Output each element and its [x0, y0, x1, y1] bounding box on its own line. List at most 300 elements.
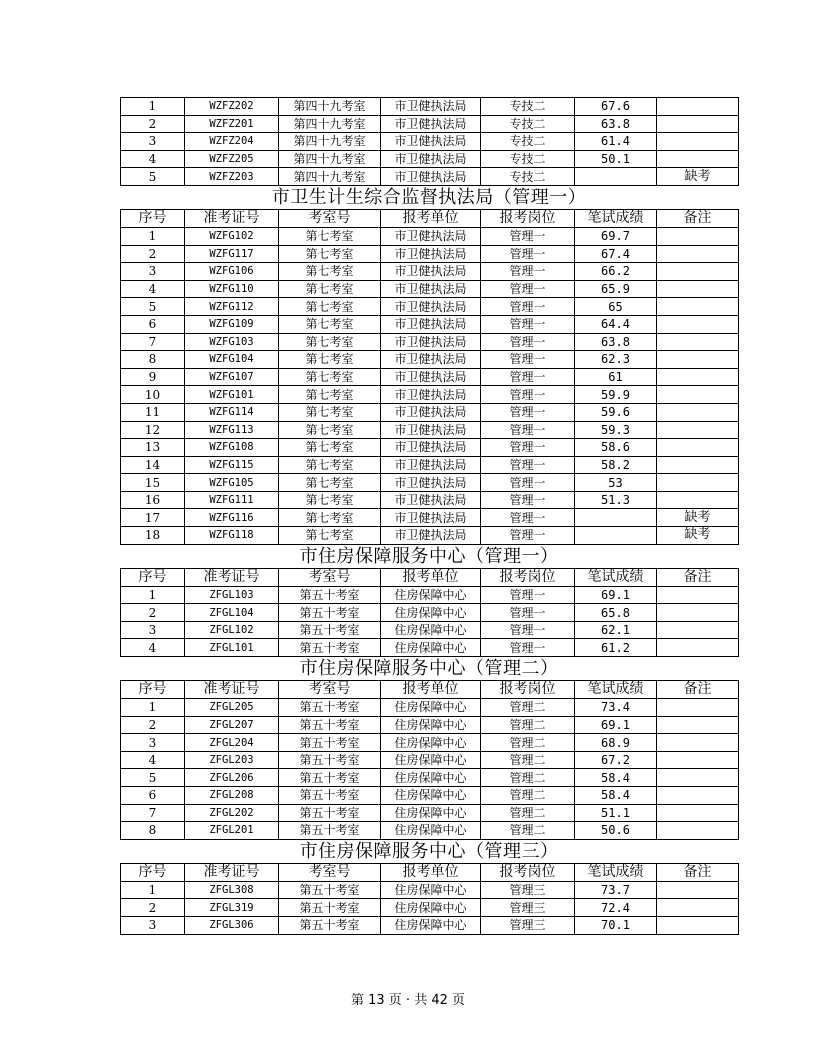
cell-ticket-number: ZFGL202	[185, 804, 279, 822]
cell-exam-room: 第五十考室	[279, 804, 381, 822]
cell-exam-room: 第七考室	[279, 474, 381, 492]
column-header-exam-room: 考室号	[279, 209, 381, 227]
cell-exam-room: 第七考室	[279, 368, 381, 386]
section-title: 市卫生计生综合监督执法局（管理一）	[271, 186, 587, 208]
cell-note	[657, 333, 739, 351]
cell-position: 管理一	[481, 245, 575, 263]
table-header-row	[121, 681, 739, 699]
cell-unit: 住房保障中心	[381, 604, 481, 622]
cell-score: 64.4	[575, 315, 657, 333]
column-header-score: 笔试成绩	[575, 863, 657, 881]
column-header-ticket-number: 准考证号	[185, 863, 279, 881]
cell-unit: 市卫健执法局	[381, 115, 481, 133]
table-row	[121, 403, 739, 421]
cell-ticket-number: ZFGL306	[185, 916, 279, 934]
cell-note	[657, 227, 739, 245]
cell-score: 58.4	[575, 787, 657, 805]
cell-seq: 3	[121, 734, 185, 752]
table-row	[121, 115, 739, 133]
cell-position: 管理二	[481, 787, 575, 805]
cell-seq: 14	[121, 456, 185, 474]
cell-score: 63.8	[575, 115, 657, 133]
table-header-row	[121, 863, 739, 881]
table-row	[121, 333, 739, 351]
cell-seq: 4	[121, 150, 185, 168]
cell-seq: 1	[121, 227, 185, 245]
cell-seq: 16	[121, 491, 185, 509]
cell-exam-room: 第五十考室	[279, 699, 381, 717]
cell-position: 管理二	[481, 751, 575, 769]
cell-score: 59.3	[575, 421, 657, 439]
cell-unit: 市卫健执法局	[381, 403, 481, 421]
cell-ticket-number: WZFG108	[185, 439, 279, 457]
column-header-seq: 序号	[121, 863, 185, 881]
cell-note	[657, 351, 739, 369]
cell-seq: 8	[121, 822, 185, 840]
cell-note	[657, 769, 739, 787]
cell-unit: 住房保障中心	[381, 621, 481, 639]
table-row	[121, 133, 739, 151]
cell-unit: 市卫健执法局	[381, 315, 481, 333]
column-header-unit: 报考单位	[381, 681, 481, 699]
cell-unit: 住房保障中心	[381, 769, 481, 787]
table-row	[121, 439, 739, 457]
column-header-position: 报考岗位	[481, 863, 575, 881]
cell-exam-room: 第七考室	[279, 280, 381, 298]
cell-position: 管理一	[481, 604, 575, 622]
cell-seq: 1	[121, 586, 185, 604]
cell-ticket-number: WZFG114	[185, 403, 279, 421]
cell-unit: 市卫健执法局	[381, 263, 481, 281]
table-row	[121, 368, 739, 386]
cell-unit: 住房保障中心	[381, 751, 481, 769]
cell-score: 72.4	[575, 899, 657, 917]
cell-note: 缺考	[657, 527, 739, 545]
cell-unit: 住房保障中心	[381, 881, 481, 899]
cell-score: 61.2	[575, 639, 657, 657]
cell-seq: 7	[121, 804, 185, 822]
cell-note	[657, 98, 739, 116]
cell-unit: 市卫健执法局	[381, 168, 481, 186]
cell-score: 69.1	[575, 586, 657, 604]
cell-score: 62.1	[575, 621, 657, 639]
cell-seq: 2	[121, 604, 185, 622]
cell-note	[657, 822, 739, 840]
column-header-seq: 序号	[121, 681, 185, 699]
cell-note	[657, 586, 739, 604]
cell-score: 62.3	[575, 351, 657, 369]
table-row	[121, 787, 739, 805]
column-header-note: 备注	[657, 863, 739, 881]
cell-ticket-number: ZFGL101	[185, 639, 279, 657]
cell-seq: 1	[121, 881, 185, 899]
cell-unit: 市卫健执法局	[381, 421, 481, 439]
cell-position: 专技二	[481, 115, 575, 133]
cell-ticket-number: WZFG101	[185, 386, 279, 404]
cell-score: 50.6	[575, 822, 657, 840]
cell-exam-room: 第四十九考室	[279, 98, 381, 116]
cell-unit: 市卫健执法局	[381, 439, 481, 457]
cell-seq: 5	[121, 168, 185, 186]
cell-unit: 住房保障中心	[381, 586, 481, 604]
table-row	[121, 263, 739, 281]
cell-score: 53	[575, 474, 657, 492]
cell-seq: 2	[121, 716, 185, 734]
table-row	[121, 245, 739, 263]
table-row	[121, 168, 739, 186]
score-table	[120, 680, 739, 840]
section-title: 市住房保障服务中心（管理二）	[299, 658, 559, 680]
cell-position: 管理二	[481, 699, 575, 717]
table-row	[121, 734, 739, 752]
cell-seq: 1	[121, 699, 185, 717]
cell-ticket-number: WZFG113	[185, 421, 279, 439]
cell-unit: 住房保障中心	[381, 734, 481, 752]
cell-score: 58.2	[575, 456, 657, 474]
cell-exam-room: 第七考室	[279, 333, 381, 351]
cell-unit: 市卫健执法局	[381, 491, 481, 509]
cell-unit: 市卫健执法局	[381, 509, 481, 527]
cell-ticket-number: WZFG103	[185, 333, 279, 351]
table-row	[121, 916, 739, 934]
cell-score: 63.8	[575, 333, 657, 351]
table-row	[121, 227, 739, 245]
cell-exam-room: 第七考室	[279, 439, 381, 457]
cell-position: 管理三	[481, 899, 575, 917]
cell-note	[657, 734, 739, 752]
column-header-seq: 序号	[121, 209, 185, 227]
cell-position: 管理一	[481, 509, 575, 527]
cell-ticket-number: WZFG116	[185, 509, 279, 527]
cell-unit: 市卫健执法局	[381, 333, 481, 351]
cell-unit: 市卫健执法局	[381, 368, 481, 386]
table-row	[121, 899, 739, 917]
cell-score: 73.7	[575, 881, 657, 899]
score-table	[120, 863, 739, 935]
cell-exam-room: 第五十考室	[279, 881, 381, 899]
cell-score: 51.1	[575, 804, 657, 822]
cell-seq: 2	[121, 245, 185, 263]
column-header-score: 笔试成绩	[575, 568, 657, 586]
cell-score: 65.8	[575, 604, 657, 622]
cell-position: 管理一	[481, 621, 575, 639]
column-header-ticket-number: 准考证号	[185, 568, 279, 586]
cell-score: 58.6	[575, 439, 657, 457]
cell-note	[657, 315, 739, 333]
cell-position: 管理一	[481, 298, 575, 316]
cell-exam-room: 第四十九考室	[279, 115, 381, 133]
column-header-note: 备注	[657, 681, 739, 699]
column-header-note: 备注	[657, 209, 739, 227]
cell-unit: 市卫健执法局	[381, 298, 481, 316]
cell-score	[575, 509, 657, 527]
cell-position: 管理一	[481, 351, 575, 369]
cell-ticket-number: WZFG110	[185, 280, 279, 298]
table-row	[121, 751, 739, 769]
score-tables	[120, 97, 738, 935]
cell-ticket-number: ZFGL319	[185, 899, 279, 917]
cell-ticket-number: ZFGL308	[185, 881, 279, 899]
cell-exam-room: 第五十考室	[279, 734, 381, 752]
table-row	[121, 491, 739, 509]
column-header-score: 笔试成绩	[575, 681, 657, 699]
cell-exam-room: 第五十考室	[279, 586, 381, 604]
cell-seq: 18	[121, 527, 185, 545]
cell-seq: 5	[121, 298, 185, 316]
cell-note	[657, 115, 739, 133]
cell-ticket-number: ZFGL104	[185, 604, 279, 622]
cell-seq: 3	[121, 916, 185, 934]
cell-ticket-number: WZFZ203	[185, 168, 279, 186]
cell-note	[657, 245, 739, 263]
cell-seq: 1	[121, 98, 185, 116]
cell-note: 缺考	[657, 168, 739, 186]
cell-ticket-number: WZFG111	[185, 491, 279, 509]
cell-note	[657, 421, 739, 439]
cell-score: 73.4	[575, 699, 657, 717]
cell-position: 管理二	[481, 716, 575, 734]
cell-position: 管理一	[481, 639, 575, 657]
cell-note	[657, 699, 739, 717]
cell-exam-room: 第七考室	[279, 351, 381, 369]
cell-ticket-number: WZFZ205	[185, 150, 279, 168]
cell-note	[657, 881, 739, 899]
cell-note	[657, 133, 739, 151]
cell-unit: 市卫健执法局	[381, 527, 481, 545]
section-title: 市住房保障服务中心（管理一）	[299, 545, 559, 567]
table-row	[121, 98, 739, 116]
cell-seq: 2	[121, 899, 185, 917]
cell-exam-room: 第五十考室	[279, 621, 381, 639]
cell-note	[657, 751, 739, 769]
continued-table	[120, 97, 739, 186]
cell-ticket-number: WZFZ201	[185, 115, 279, 133]
cell-position: 管理一	[481, 474, 575, 492]
cell-score: 70.1	[575, 916, 657, 934]
cell-exam-room: 第五十考室	[279, 787, 381, 805]
column-header-position: 报考岗位	[481, 568, 575, 586]
table-row	[121, 639, 739, 657]
cell-ticket-number: ZFGL203	[185, 751, 279, 769]
column-header-note: 备注	[657, 568, 739, 586]
cell-seq: 13	[121, 439, 185, 457]
column-header-unit: 报考单位	[381, 209, 481, 227]
cell-score: 67.2	[575, 751, 657, 769]
cell-exam-room: 第七考室	[279, 245, 381, 263]
cell-unit: 住房保障中心	[381, 899, 481, 917]
cell-exam-room: 第七考室	[279, 527, 381, 545]
cell-note	[657, 899, 739, 917]
cell-ticket-number: ZFGL207	[185, 716, 279, 734]
table-row	[121, 604, 739, 622]
cell-position: 管理一	[481, 333, 575, 351]
cell-ticket-number: WZFG117	[185, 245, 279, 263]
cell-exam-room: 第五十考室	[279, 604, 381, 622]
cell-score: 59.6	[575, 403, 657, 421]
cell-unit: 市卫健执法局	[381, 98, 481, 116]
score-table	[120, 568, 739, 657]
cell-note	[657, 604, 739, 622]
table-row	[121, 474, 739, 492]
cell-ticket-number: WZFG112	[185, 298, 279, 316]
cell-position: 管理二	[481, 804, 575, 822]
cell-unit: 住房保障中心	[381, 639, 481, 657]
column-header-ticket-number: 准考证号	[185, 681, 279, 699]
cell-score: 69.7	[575, 227, 657, 245]
cell-position: 专技二	[481, 133, 575, 151]
cell-exam-room: 第五十考室	[279, 716, 381, 734]
cell-ticket-number: WZFG118	[185, 527, 279, 545]
table-row	[121, 150, 739, 168]
table-row	[121, 456, 739, 474]
cell-position: 管理一	[481, 368, 575, 386]
table-row	[121, 699, 739, 717]
cell-seq: 11	[121, 403, 185, 421]
cell-seq: 3	[121, 621, 185, 639]
table-row	[121, 621, 739, 639]
cell-unit: 市卫健执法局	[381, 280, 481, 298]
cell-unit: 市卫健执法局	[381, 474, 481, 492]
cell-exam-room: 第五十考室	[279, 899, 381, 917]
cell-exam-room: 第五十考室	[279, 751, 381, 769]
cell-unit: 市卫健执法局	[381, 456, 481, 474]
cell-unit: 市卫健执法局	[381, 351, 481, 369]
column-header-exam-room: 考室号	[279, 568, 381, 586]
page-footer: 第 13 页 · 共 42 页	[350, 993, 465, 1008]
cell-score: 59.9	[575, 386, 657, 404]
cell-position: 管理一	[481, 527, 575, 545]
cell-unit: 住房保障中心	[381, 787, 481, 805]
cell-note	[657, 150, 739, 168]
column-header-position: 报考岗位	[481, 209, 575, 227]
cell-position: 管理一	[481, 315, 575, 333]
cell-ticket-number: ZFGL208	[185, 787, 279, 805]
cell-score: 68.9	[575, 734, 657, 752]
cell-score: 67.4	[575, 245, 657, 263]
table-header-row	[121, 209, 739, 227]
cell-ticket-number: WZFG102	[185, 227, 279, 245]
cell-seq: 8	[121, 351, 185, 369]
column-header-seq: 序号	[121, 568, 185, 586]
cell-seq: 3	[121, 263, 185, 281]
cell-score: 61.4	[575, 133, 657, 151]
table-row	[121, 421, 739, 439]
table-row	[121, 804, 739, 822]
cell-exam-room: 第五十考室	[279, 822, 381, 840]
column-header-exam-room: 考室号	[279, 681, 381, 699]
cell-seq: 6	[121, 787, 185, 805]
cell-score: 58.4	[575, 769, 657, 787]
cell-note	[657, 386, 739, 404]
cell-ticket-number: ZFGL103	[185, 586, 279, 604]
cell-unit: 市卫健执法局	[381, 386, 481, 404]
cell-score: 67.6	[575, 98, 657, 116]
section-title: 市住房保障服务中心（管理三）	[299, 840, 559, 862]
cell-note	[657, 474, 739, 492]
cell-note	[657, 491, 739, 509]
table-row	[121, 527, 739, 545]
column-header-unit: 报考单位	[381, 568, 481, 586]
cell-ticket-number: WZFG106	[185, 263, 279, 281]
cell-ticket-number: ZFGL206	[185, 769, 279, 787]
cell-score: 69.1	[575, 716, 657, 734]
table-row	[121, 298, 739, 316]
cell-ticket-number: WZFG109	[185, 315, 279, 333]
cell-exam-room: 第七考室	[279, 298, 381, 316]
cell-exam-room: 第七考室	[279, 263, 381, 281]
cell-position: 专技二	[481, 168, 575, 186]
cell-position: 管理二	[481, 822, 575, 840]
cell-position: 管理一	[481, 280, 575, 298]
table-row	[121, 351, 739, 369]
cell-seq: 4	[121, 639, 185, 657]
cell-ticket-number: WZFG115	[185, 456, 279, 474]
cell-exam-room: 第七考室	[279, 421, 381, 439]
cell-seq: 4	[121, 751, 185, 769]
cell-position: 管理一	[481, 439, 575, 457]
column-header-ticket-number: 准考证号	[185, 209, 279, 227]
cell-ticket-number: ZFGL102	[185, 621, 279, 639]
cell-seq: 9	[121, 368, 185, 386]
cell-exam-room: 第七考室	[279, 227, 381, 245]
cell-position: 专技二	[481, 150, 575, 168]
column-header-unit: 报考单位	[381, 863, 481, 881]
cell-unit: 市卫健执法局	[381, 133, 481, 151]
cell-unit: 市卫健执法局	[381, 150, 481, 168]
table-row	[121, 280, 739, 298]
cell-note	[657, 621, 739, 639]
cell-unit: 市卫健执法局	[381, 227, 481, 245]
cell-position: 管理一	[481, 586, 575, 604]
cell-note: 缺考	[657, 509, 739, 527]
cell-seq: 12	[121, 421, 185, 439]
cell-score: 66.2	[575, 263, 657, 281]
cell-seq: 17	[121, 509, 185, 527]
table-row	[121, 509, 739, 527]
cell-note	[657, 639, 739, 657]
cell-ticket-number: WZFG105	[185, 474, 279, 492]
cell-seq: 3	[121, 133, 185, 151]
cell-note	[657, 439, 739, 457]
cell-exam-room: 第七考室	[279, 315, 381, 333]
cell-position: 管理三	[481, 916, 575, 934]
cell-position: 管理三	[481, 881, 575, 899]
cell-score: 65.9	[575, 280, 657, 298]
column-header-exam-room: 考室号	[279, 863, 381, 881]
column-header-position: 报考岗位	[481, 681, 575, 699]
table-row	[121, 716, 739, 734]
score-table	[120, 209, 739, 545]
cell-note	[657, 298, 739, 316]
cell-seq: 5	[121, 769, 185, 787]
cell-exam-room: 第四十九考室	[279, 150, 381, 168]
cell-unit: 住房保障中心	[381, 916, 481, 934]
cell-note	[657, 804, 739, 822]
cell-score	[575, 527, 657, 545]
cell-seq: 2	[121, 115, 185, 133]
cell-position: 管理一	[481, 403, 575, 421]
cell-exam-room: 第四十九考室	[279, 168, 381, 186]
cell-score	[575, 168, 657, 186]
cell-unit: 住房保障中心	[381, 699, 481, 717]
cell-exam-room: 第七考室	[279, 386, 381, 404]
cell-position: 专技二	[481, 98, 575, 116]
cell-note	[657, 263, 739, 281]
cell-seq: 4	[121, 280, 185, 298]
cell-ticket-number: WZFZ204	[185, 133, 279, 151]
cell-score: 50.1	[575, 150, 657, 168]
cell-position: 管理一	[481, 227, 575, 245]
